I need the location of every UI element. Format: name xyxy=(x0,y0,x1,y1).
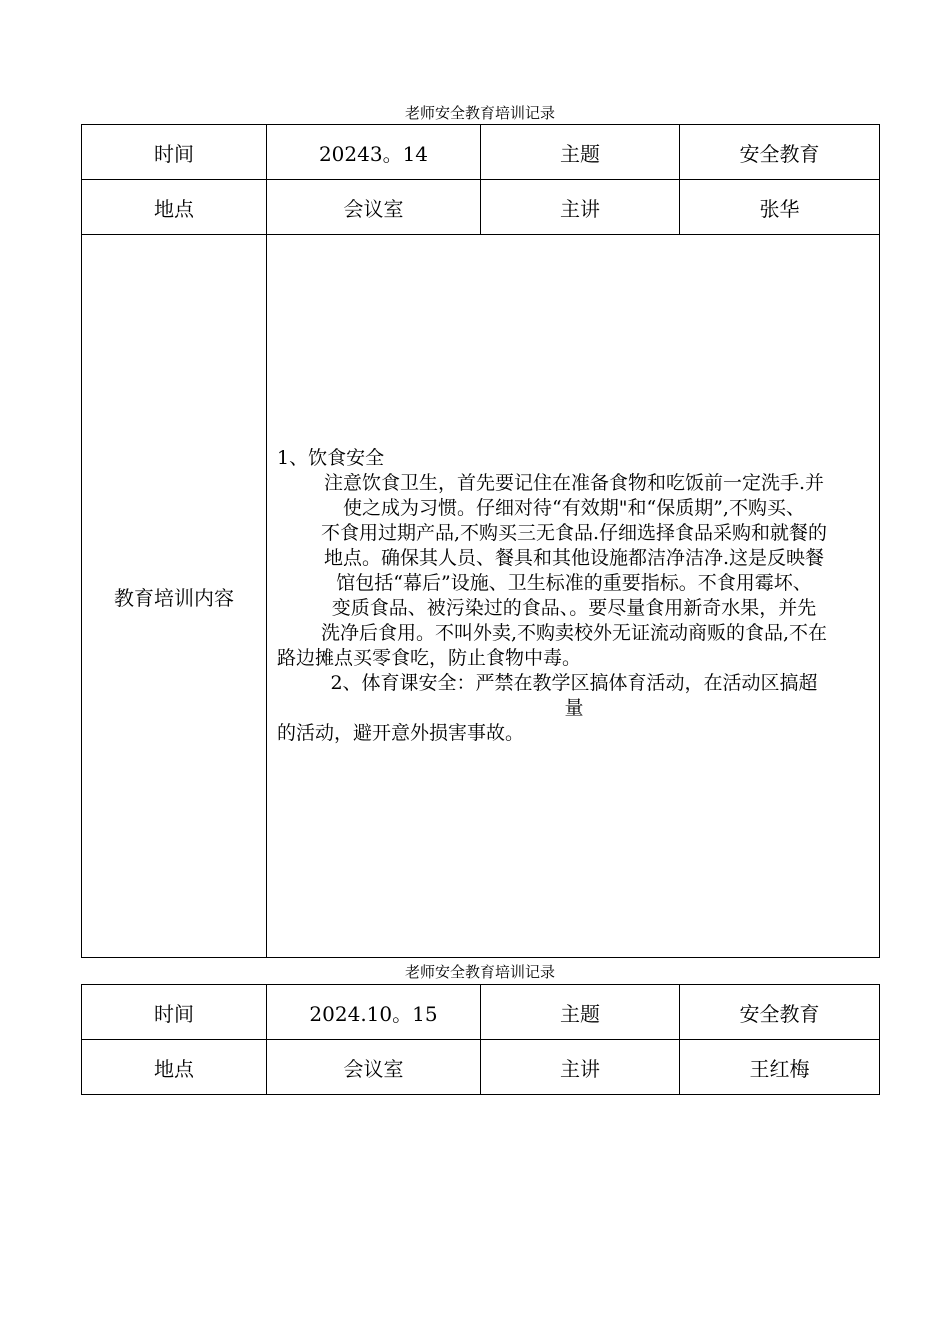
content-line: 地点。确保其人员、餐具和其他设施都洁净洁净.这是反映餐 xyxy=(323,547,825,569)
time-value: 20243。14 xyxy=(267,125,481,180)
record2-row-place xyxy=(82,1040,880,1095)
record2-title: 老师安全教育培训记录 xyxy=(404,963,555,981)
record1-row-place xyxy=(82,180,880,235)
record2-table xyxy=(81,984,880,1095)
place-label: 地点 xyxy=(82,1040,267,1095)
content-line: 不食用过期产品,不购买三无食品.仔细选择食品采购和就餐的 xyxy=(320,522,828,544)
topic-value: 安全教育 xyxy=(680,985,880,1040)
record1-table xyxy=(81,124,880,958)
record2-row-time xyxy=(82,985,880,1040)
place-label: 地点 xyxy=(82,180,267,235)
topic-value: 安全教育 xyxy=(680,125,880,180)
content-line: 2、体育课安全：严禁在教学区搞体育活动，在活动区搞超 xyxy=(330,672,818,694)
content-line: 变质食品、被污染过的食品、。要尽量食用新奇水果，并先 xyxy=(331,597,817,619)
content-line: 注意饮食卫生，首先要记住在准备食物和吃饭前一定洗手.并 xyxy=(323,472,825,494)
speaker-label: 主讲 xyxy=(481,1040,680,1095)
content-line: 量 xyxy=(564,697,584,719)
speaker-value: 张华 xyxy=(680,180,880,235)
record1-row-content xyxy=(82,235,880,958)
content-cell xyxy=(267,235,880,958)
speaker-label: 主讲 xyxy=(481,180,680,235)
content-line: 馆包括“幕后”设施、卫生标准的重要指标。不食用霉坏、 xyxy=(336,572,812,594)
time-value: 2024.10。15 xyxy=(267,985,481,1040)
place-value: 会议室 xyxy=(267,1040,481,1095)
content-text xyxy=(277,446,871,746)
content-line: 路边摊点买零食吃，防止食物中毒。 xyxy=(277,647,582,669)
speaker-value: 王红梅 xyxy=(680,1040,880,1095)
time-label: 时间 xyxy=(82,985,267,1040)
record1-row-time xyxy=(82,125,880,180)
record1-title: 老师安全教育培训记录 xyxy=(404,104,555,122)
time-label: 时间 xyxy=(82,125,267,180)
content-label: 教育培训内容 xyxy=(82,235,267,958)
content-line: 使之成为习惯。仔细对待“有效期"和“保质期”,不购买、 xyxy=(343,497,805,519)
content-line: 洗净后食用。不叫外卖,不购卖校外无证流动商贩的食品,不在 xyxy=(320,622,828,644)
place-value: 会议室 xyxy=(267,180,481,235)
content-line: 1、饮食安全 xyxy=(277,447,385,469)
content-line: 的活动，避开意外损害事故。 xyxy=(277,722,525,744)
topic-label: 主题 xyxy=(481,985,680,1040)
topic-label: 主题 xyxy=(481,125,680,180)
